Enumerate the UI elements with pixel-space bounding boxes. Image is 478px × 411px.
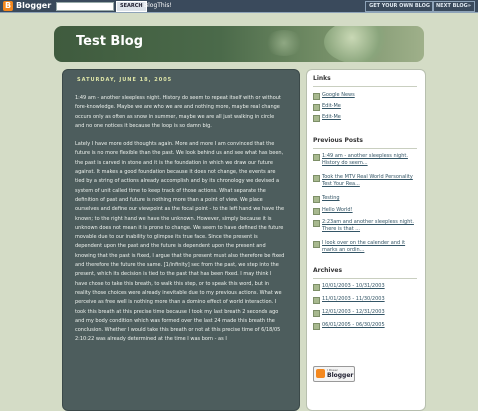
navbar-search-button[interactable]: SEARCH bbox=[116, 1, 147, 12]
bullet-icon bbox=[313, 310, 320, 317]
blogger-badge-icon bbox=[316, 369, 325, 378]
get-own-blog-button[interactable]: GET YOUR OWN BLOG bbox=[365, 1, 434, 12]
previous-post-item[interactable] bbox=[313, 207, 419, 214]
links-divider bbox=[313, 86, 417, 87]
links-heading: Links bbox=[313, 75, 331, 82]
bullet-icon bbox=[313, 323, 320, 330]
previous-post-link[interactable]: Took the MTV Real World Personality Test Your Rea... bbox=[322, 174, 413, 187]
archive-item[interactable] bbox=[313, 283, 419, 290]
archive-item[interactable] bbox=[313, 309, 419, 316]
previous-post-item[interactable] bbox=[313, 174, 419, 188]
previous-post-link[interactable]: I look over on the calender and it marks an ordin... bbox=[322, 240, 406, 253]
previous-posts-heading: Previous Posts bbox=[313, 137, 363, 144]
previous-post-link[interactable]: Testing bbox=[322, 195, 340, 201]
header-decoration bbox=[264, 30, 304, 56]
previous-post-link[interactable]: 1:49 am - another sleepless night. History do seem... bbox=[322, 153, 408, 166]
badge-small-text: I Power bbox=[327, 368, 338, 372]
bullet-icon bbox=[313, 175, 320, 182]
powered-by-blogger-badge[interactable] bbox=[313, 366, 355, 382]
bullet-icon bbox=[313, 220, 320, 227]
previous-post-item[interactable] bbox=[313, 153, 419, 167]
previous-post-item[interactable] bbox=[313, 240, 419, 254]
bullet-icon bbox=[313, 284, 320, 291]
post-paragraph: Lately I have more odd thoughts again. More and more I am convinced that the future is no more flexible than the past. We look behind us and see what has been, the past is carved in stone and it is the foundation in which we draw our future against. It makes a good foundation because it does not change, the events are tied by a string of actions already accomplish and by its chronology we devised a system of unit called time to keep track of those actions. What separate the definition of past and future is nothing more than a point of view. We place ourselves and define our viewpoint as the focal point - to the left hand we have the known; to the right hand we have the unknown. However, simply because it is unknown does not mean it is prone to change. We seem to have defined the future movable due to our inability to glimpse its true face. Since the present is dependent upon the past and the future is dependent upon the present and knowing that the past is fixed, I argue that the present must also therefore be fixed and therefore the future the same. [1/infinity] sec from the past, we step into the present, which its decision is tied to the past that has been fixed. I may think I have chose to take this breath, to walk this step, or to speak this word, but in reality those choices were already inevitable due to my previous actions. What we perceive as free well is nothing more than a domino effect of world interaction. I took this breath at this precise time because I took my last breath 2 seconds ago and my body condition which was formed over the last 24 made this breath the conclusion. Whether I would take this breath or not at this precise time of 6/18/05 2:10:22 was already determined at the time I was born - as I bbox=[75, 141, 285, 343]
previous-post-item[interactable] bbox=[313, 195, 419, 202]
archives-heading: Archives bbox=[313, 267, 343, 274]
navbar-search-input[interactable] bbox=[56, 2, 114, 11]
post-paragraph: 1:49 am - another sleepless night. History do seem to repeat itself with or without fore-knowledge. Maybe we are who we are and nothing more, maybe real change occurs only as often as snow in summer, maybe we are all just walking in circle and no one notices it because the loop is so damn big. bbox=[75, 95, 281, 129]
link-label[interactable]: Edit-Me bbox=[322, 103, 341, 109]
blogger-logo-icon[interactable] bbox=[3, 1, 13, 11]
header-leaf-image bbox=[324, 26, 394, 62]
link-label[interactable]: Edit-Me bbox=[322, 114, 341, 120]
archive-link[interactable]: 10/01/2003 - 10/31/2003 bbox=[322, 283, 385, 289]
navbar-brand[interactable]: Blogger bbox=[16, 1, 52, 10]
previous-post-link[interactable]: 2:23am and another sleepless night. There is that ... bbox=[322, 219, 414, 232]
post-date-header: SATURDAY, JUNE 18, 2005 bbox=[77, 77, 173, 83]
badge-big-text: Blogger bbox=[327, 372, 354, 379]
link-label[interactable]: Google News bbox=[322, 92, 355, 98]
previous-posts-divider bbox=[313, 148, 417, 149]
archive-item[interactable] bbox=[313, 322, 419, 329]
bullet-icon bbox=[313, 196, 320, 203]
blog-header bbox=[54, 26, 424, 62]
sidebar bbox=[306, 69, 426, 411]
bullet-icon bbox=[313, 115, 320, 122]
bullet-icon bbox=[313, 241, 320, 248]
blogger-navbar bbox=[0, 0, 478, 13]
bullet-icon bbox=[313, 93, 320, 100]
main-content bbox=[62, 69, 300, 411]
archive-link[interactable]: 11/01/2003 - 11/30/2003 bbox=[322, 296, 385, 302]
sidebar-link-edit-me[interactable] bbox=[313, 103, 419, 110]
bullet-icon bbox=[313, 208, 320, 215]
previous-post-item[interactable] bbox=[313, 219, 419, 233]
archive-item[interactable] bbox=[313, 296, 419, 303]
archive-link[interactable]: 06/01/2005 - 06/30/2005 bbox=[322, 322, 385, 328]
sidebar-link-google-news[interactable] bbox=[313, 92, 419, 99]
bullet-icon bbox=[313, 104, 320, 111]
blog-title[interactable]: Test Blog bbox=[76, 34, 144, 49]
bullet-icon bbox=[313, 154, 320, 161]
archive-link[interactable]: 12/01/2003 - 12/31/2003 bbox=[322, 309, 385, 315]
next-blog-button[interactable]: NEXT BLOG» bbox=[432, 1, 475, 12]
previous-post-link[interactable]: Hello World! bbox=[322, 207, 353, 213]
bullet-icon bbox=[313, 297, 320, 304]
blogthis-link[interactable]: BlogThis! bbox=[144, 2, 172, 9]
post-body bbox=[75, 94, 285, 354]
archives-divider bbox=[313, 278, 417, 279]
sidebar-link-edit-me[interactable] bbox=[313, 114, 419, 121]
